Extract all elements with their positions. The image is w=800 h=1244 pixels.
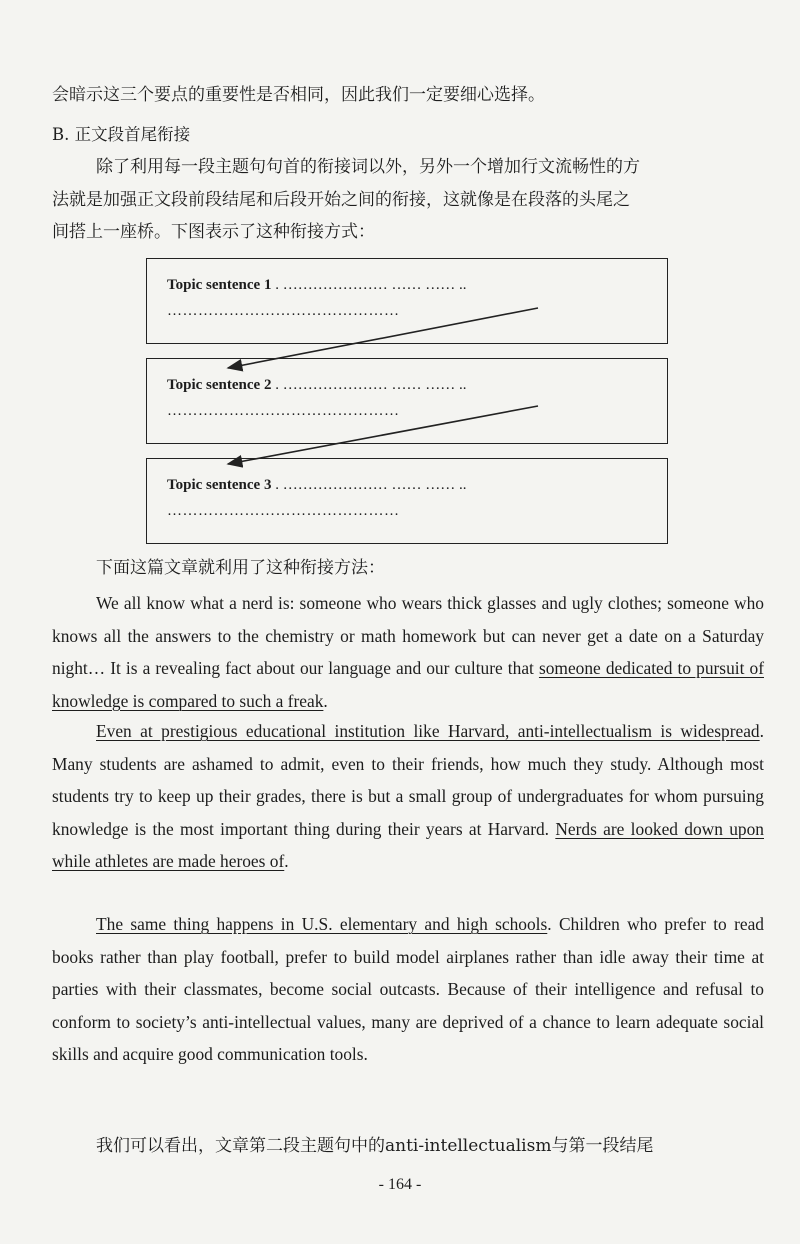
body-cn-line-1: 除了利用每一段主题句句首的衔接词以外，另外一个增加行文流畅性的方 [96,157,640,177]
topic-dots-3a: . ………………… …… …… .. [275,477,467,493]
underlined-phrase: someone dedicated to pursuit of knowledge is compared to such a freak [52,658,764,711]
lead-in: 下面这篇文章就利用了这种衔接方法： [96,558,385,578]
topic-dots-3b: ……………………………………… [167,503,400,519]
topic-dots-2a: . ………………… …… …… .. [275,377,467,393]
link-arrows [146,258,670,546]
topic-dots-1b: ……………………………………… [167,303,400,319]
underlined-ending-sentence: Nerds are looked down upon while athletes are made heroes of [52,818,764,871]
article-paragraph-1: We all know what a nerd is: someone who wears thick glasses and ugly clothes; someone who knows all the answers to the chemistry or math homework but can never get a date on a Saturday night… It is a revealing fact about our language and our culture that someone dedicated to pursuit of knowledge is compared to such a freak. [52,593,764,711]
cohesion-diagram [146,258,670,546]
body-cn-line-3: 间搭上一座桥。下图表示了这种衔接方式： [52,222,375,242]
closing-line: 我们可以看出，文章第二段主题句中的anti-intellectualism与第一段结尾 [96,1136,654,1156]
arrow-1-to-2 [228,308,538,368]
article-paragraph-3: The same thing happens in U.S. elementary and high schools. Children who prefer to read books rather than play football, prefer to build model airplanes rather than idle away their time at parties with their classmates, become social outcasts. Because of their intelligence and refusal to conform to society’s anti-intellectual values, many are deprived of a chance to learn adequate social skills and acquire good communication tools. [52,914,764,1064]
article-paragraph-2: Even at prestigious educational institution like Harvard, anti-intellectualism is widespread. Many students are ashamed to admit, even to their friends, how much they study. Although most students try to keep up their grades, there is but a small group of undergraduates for whom pursuing knowledge is the most important thing during their years at Harvard. Nerds are looked down upon while athletes are made heroes of. [52,721,764,871]
body-cn-line-2: 法就是加强正文段前段结尾和后段开始之间的衔接，这就像是在段落的头尾之 [52,190,630,210]
topic-label-3: Topic sentence 3 [167,477,272,493]
topic-dots-2b: ……………………………………… [167,403,400,419]
topic-dots-1a: . ………………… …… …… .. [275,277,467,293]
arrow-2-to-3 [228,406,538,464]
topic-label-1: Topic sentence 1 [167,277,272,293]
topic-label-2: Topic sentence 2 [167,377,272,393]
intro-line: 会暗示这三个要点的重要性是否相同，因此我们一定要细心选择。 [52,85,545,105]
underlined-topic-sentence: Even at prestigious educational institution like Harvard, anti-intellectualism is widespread [96,721,760,741]
section-heading: B. 正文段首尾衔接 [52,125,191,144]
page-number: - 164 - [378,1176,422,1193]
underlined-topic-sentence: The same thing happens in U.S. elementary and high schools [96,914,548,934]
